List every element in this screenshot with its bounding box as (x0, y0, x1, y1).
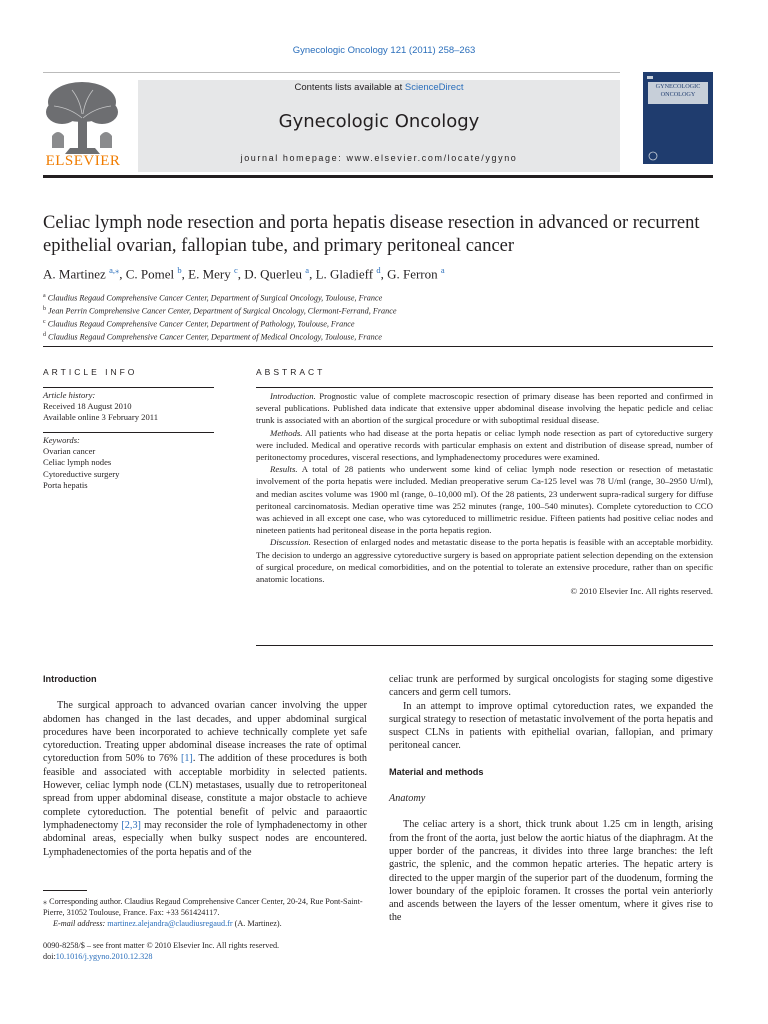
received-date: Received 18 August 2010 (43, 401, 132, 412)
author-affiliation-link[interactable]: b (177, 265, 182, 275)
footnotes (43, 896, 378, 930)
email-line: E-mail address: martinez.alejandra@claudiusregaud.fr (A. Martinez). (53, 919, 282, 929)
author-name: L. Gladieff (315, 266, 374, 282)
header-bottom-rule (43, 175, 713, 178)
article-history (43, 390, 214, 424)
abstract-discussion: Discussion. Resection of enlarged nodes and metastatic disease to the porta hepatis is feasible with an acceptable morbidity. The decision to undergo an aggressive cytoreductive surgery is based on appropriate patient selection depending on the extension of surgical procedure, on medical comorbidities, and on the potential to tolerate an extensive procedure, rather than on specific anatomic locations. (256, 537, 713, 585)
author-affiliation-link[interactable]: a,⁎ (109, 265, 120, 275)
online-date: Available online 3 February 2011 (43, 412, 159, 423)
reference-link[interactable]: [2,3] (121, 819, 141, 831)
keyword-item: Cytoreductive surgery (43, 468, 120, 479)
abstract-introduction: Introduction. Prognostic value of complete macroscopic resection of primary disease has been reported and confirmed in several publications. Published data indicate that extensive upper abdominal disease involving the hepatic pedicle and celiac trunk is associated with an abortion of the surgical procedure or with suboptimal residual disease. (256, 391, 713, 426)
anatomy-subheading: Anatomy (389, 793, 426, 805)
elsevier-logo[interactable] (40, 78, 125, 170)
journal-reference[interactable]: Gynecologic Oncology 121 (2011) 258–263 (292, 45, 476, 56)
cover-emblem-icon (643, 72, 713, 164)
journal-homepage-link[interactable]: journal homepage: www.elsevier.com/locate/ygyno (240, 153, 518, 163)
article-info-heading: ARTICLE INFO (43, 367, 138, 377)
elsevier-tree-icon (40, 78, 125, 158)
contents-available-line (138, 82, 620, 93)
author-affiliation-link[interactable]: c (233, 265, 238, 275)
methods-heading: Material and methods (389, 766, 484, 777)
journal-header-box (138, 80, 620, 172)
header-top-rule (43, 72, 620, 73)
keywords-block (43, 435, 214, 491)
author-affiliation-link[interactable]: d (376, 265, 381, 275)
author-affiliation-link[interactable]: a (440, 265, 445, 275)
elsevier-wordmark: ELSEVIER (45, 153, 121, 169)
abstract-results: Results. A total of 28 patients who underwent some kind of celiac lymph node resection or resection of metastatic involvement of the porta hepatis were included. Median preoperative serum Ca-125 level was 78 U/ml (range, 30–2950 U/ml), and median ascites volume was 1900 ml (range, 0–10,000 ml). Of the 28 patients, 23 underwent supra-radical surgery for diffuse peritoneal carcinomatosis. Median operative time was 252 minutes (range, 100–540 minutes). Complete cytoreduction to CCO was achieved in all except one case, who was cytoreduced to millimetric residue. Fifteen patients had positive celiac nodes and nineteen patients had peritoneal disease in the porta hepatis region. (256, 464, 713, 536)
keyword-item: Celiac lymph nodes (43, 457, 112, 468)
history-label: Article history: (43, 390, 96, 400)
keyword-item: Porta hepatis (43, 479, 88, 490)
sciencedirect-link[interactable]: ScienceDirect (404, 82, 464, 93)
journal-cover-thumbnail[interactable] (643, 72, 713, 164)
issn-line: 0090-8258/$ – see front matter © 2010 Elsevier Inc. All rights reserved. (43, 941, 280, 950)
corresponding-author-note: ⁎ Corresponding author. Claudius Regaud Comprehensive Cancer Center, 20-24, Rue Pont-Saint-Pierre, 31052 Toulouse, France. Fax: +33 561424117. (43, 897, 363, 918)
keywords-label: Keywords: (43, 435, 80, 445)
reference-link[interactable]: [1] (180, 753, 193, 765)
affiliation-item: $^a$ Claudius Regaud Comprehensive Cancer Center, Department of Surgical Oncology, Toulouse, France (43, 293, 383, 303)
article-info-rule (43, 387, 214, 388)
abstract-methods: Methods. All patients who had disease at the porta hepatis or celiac lymph node resection as part of cytoreductive surgery were included. Medical and operative records with particular emphasis on extent and distribution of disease spread, number of peritonectomy procedures, visceral resections, and lymphadenectomy procedures were examined. (256, 427, 713, 463)
footnote-rule (43, 890, 87, 891)
author-name: G. Ferron (387, 266, 438, 282)
doi-line: doi:10.1016/j.ygyno.2010.12.328 (43, 952, 153, 962)
email-link[interactable]: martinez.alejandra@claudiusregaud.fr (107, 919, 233, 929)
abstract-heading: ABSTRACT (256, 367, 326, 377)
doi-link[interactable]: 10.1016/j.ygyno.2010.12.328 (55, 952, 153, 962)
journal-title: Gynecologic Oncology (278, 111, 480, 132)
cover-title: GYNECOLOGIC ONCOLOGY (655, 83, 701, 98)
author-affiliation-link[interactable]: a (305, 265, 310, 275)
affiliation-item: $^c$ Claudius Regaud Comprehensive Cancer Center, Department of Pathology, Toulouse, France (43, 318, 355, 329)
keywords-rule (43, 432, 214, 433)
abstract-body (256, 390, 713, 597)
section-divider (43, 346, 713, 347)
author-name: D. Querleu (244, 266, 303, 282)
abstract-rule (256, 387, 713, 388)
contents-prefix: Contents lists available at (294, 82, 405, 93)
introduction-paragraph: The surgical approach to advanced ovarian cancer involving the upper abdomen has changed in the last decades, and upper abdominal surgical procedures have been incorporated to achieve technically complete yet safe cytoreduction. Treating upper abdominal disease increases the rate of optimal cytoreduction from 50% to 76% [1]. The addition of these procedures is both feasible and associated with acceptable morbidity in selected patients. However, celiac lymph node (CLN) metastases, usually due to retroperitoneal spread from upper abdominal disease, constitute a major obstacle to achieve complete cytoreduction. The potential benefit of pelvic and paraaortic lymphadenectomy [2,3] may reconsider the role of lymphadenectomy in other abdominal areas, especially when bulky suspect nodes are encountered. Lymphadenectomies of the porta hepatis and of the (43, 700, 368, 858)
author-name: A. Martinez (43, 266, 106, 282)
publication-footer (43, 940, 378, 962)
affiliation-list (43, 291, 713, 343)
body-right-column (389, 673, 713, 925)
article-title: Celiac lymph node resection and porta hepatis disease resection in advanced or recurrent epithelial ovarian, fallopian tube, and primary peritoneal cancer (43, 213, 700, 256)
affiliation-item: $^d$ Claudius Regaud Comprehensive Cancer Center, Department of Medical Oncology, Toulouse, France (43, 331, 382, 342)
author-list: A. Martinez $^{a,⁎}$, C. Pomel $^b$, E. Mery $^c$, D. Querleu $^a$, L. Gladieff $^d$, G. Ferron $^a$ (43, 265, 445, 282)
body-paragraph: celiac trunk are performed by surgical oncologists for staging some digestive cancers and germ cell tumors. (389, 674, 713, 699)
abstract-end-rule (256, 645, 713, 646)
body-left-column (43, 673, 367, 859)
author-name: E. Mery (188, 266, 231, 282)
author-name: C. Pomel (125, 266, 175, 282)
affiliation-item: $^b$ Jean Perrin Comprehensive Cancer Center, Department of Surgical Oncology, Clermont-Ferrand, France (43, 305, 397, 316)
body-paragraph: In an attempt to improve optimal cytoreduction rates, we expanded the surgical strategy to resection of metastatic involvement of the porta hepatis and suspect CLNs in patients with epithelial ovarian, fallopian, and primary peritoneal cancer. (389, 700, 713, 752)
body-paragraph: The celiac artery is a short, thick trunk about 1.25 cm in length, arising from the front of the aorta, just below the aortic hiatus of the diaphragm. At the upper border of the pancreas, it divides into three large branches: the left gastric, the splenic, and the common hepatic arteries. The hepatic artery is directed to the upper margin of the superior part of the duodenum, forming the lower boundary of the epiploic foramen. It crosses the portal vein anteriorly and ascends between the layers of the lesser omentum, where it gives rise to the (389, 819, 713, 924)
abstract-copyright: © 2010 Elsevier Inc. All rights reserved. (570, 586, 713, 597)
keyword-item: Ovarian cancer (43, 446, 96, 457)
introduction-heading: Introduction (43, 674, 97, 684)
